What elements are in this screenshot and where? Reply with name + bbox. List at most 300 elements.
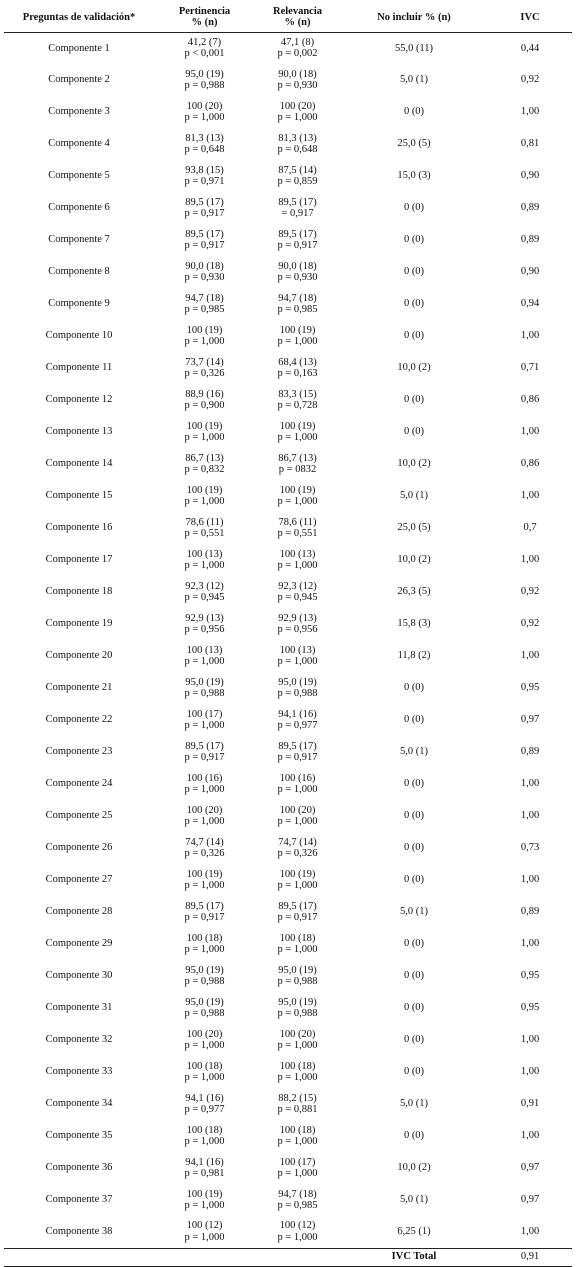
relevance-cell-percent: 100 (18) — [279, 1124, 316, 1136]
pertinence-cell-percent: 94,1 (16) — [185, 1156, 224, 1168]
exclude-cell: 0 (0) — [403, 234, 425, 246]
header-relevance-label: Relevancia — [273, 5, 322, 17]
ivc-cell: 0,90 — [520, 170, 540, 182]
component-cell: Componente 2 — [48, 74, 110, 86]
relevance-cell-percent: 89,5 (17) — [278, 740, 317, 752]
relevance-cell-percent: 89,5 (17) — [278, 196, 317, 208]
relevance-cell-p-value: p = 1,000 — [277, 336, 318, 347]
pertinence-cell-percent: 100 (20) — [186, 100, 223, 112]
relevance-cell-percent: 100 (12) — [279, 1220, 316, 1232]
pertinence-cell — [154, 1152, 255, 1184]
relevance-cell-p-value: p = 0,988 — [277, 688, 318, 699]
ivc-cell: 0,89 — [520, 906, 540, 918]
ivc-cell: 0,97 — [520, 1194, 540, 1206]
pertinence-cell-p-value: p = 1,000 — [184, 112, 225, 123]
pertinence-cell-p-value: p = 1,000 — [184, 336, 225, 347]
component-cell: Componente 9 — [48, 298, 110, 310]
table-row — [4, 960, 572, 992]
relevance-cell-percent: 100 (19) — [279, 324, 316, 336]
component-cell: Componente 27 — [45, 874, 113, 886]
pertinence-cell — [154, 800, 255, 832]
pertinence-cell-p-value: p = 0,917 — [184, 208, 225, 219]
ivc-cell: 1,00 — [520, 1034, 540, 1046]
ivc-cell: 0,91 — [520, 1098, 540, 1110]
relevance-cell — [255, 960, 340, 992]
pertinence-cell — [154, 608, 255, 640]
pertinence-cell — [154, 448, 255, 480]
exclude-cell: 5,0 (1) — [400, 1098, 428, 1110]
relevance-cell — [255, 800, 340, 832]
relevance-cell — [255, 320, 340, 352]
table-row — [4, 320, 572, 352]
pertinence-cell-percent: 100 (20) — [186, 804, 223, 816]
header-ivc: IVC — [488, 3, 572, 32]
exclude-cell: 11,8 (2) — [397, 650, 431, 662]
relevance-cell — [255, 640, 340, 672]
pertinence-cell — [154, 64, 255, 96]
exclude-cell: 15,0 (3) — [397, 170, 431, 182]
pertinence-cell — [154, 192, 255, 224]
relevance-cell — [255, 96, 340, 128]
relevance-cell-percent: 95,0 (19) — [278, 676, 317, 688]
pertinence-cell — [154, 224, 255, 256]
relevance-cell-percent: 100 (16) — [279, 772, 316, 784]
total-empty-cell — [255, 1248, 340, 1266]
component-cell: Componente 37 — [45, 1194, 113, 1206]
component-cell: Componente 20 — [45, 650, 113, 662]
table-header — [4, 3, 572, 32]
relevance-cell-p-value: p = 0,917 — [277, 240, 318, 251]
relevance-cell-p-value: p = 0,551 — [277, 528, 318, 539]
table-row — [4, 992, 572, 1024]
pertinence-cell-percent: 100 (18) — [186, 1060, 223, 1072]
relevance-cell-p-value: p = 0,956 — [277, 624, 318, 635]
component-cell: Componente 11 — [45, 362, 113, 374]
pertinence-cell-p-value: p = 0,988 — [184, 688, 225, 699]
pertinence-cell-p-value: p = 1,000 — [184, 560, 225, 571]
pertinence-cell — [154, 352, 255, 384]
relevance-cell — [255, 128, 340, 160]
relevance-cell — [255, 864, 340, 896]
component-cell: Componente 33 — [45, 1066, 113, 1078]
component-cell: Componente 29 — [45, 938, 113, 950]
exclude-cell: 0 (0) — [403, 842, 425, 854]
pertinence-cell-p-value: p = 1,000 — [184, 656, 225, 667]
exclude-cell: 0 (0) — [403, 106, 425, 118]
exclude-cell: 0 (0) — [403, 938, 425, 950]
pertinence-cell — [154, 640, 255, 672]
pertinence-cell-percent: 89,5 (17) — [185, 228, 224, 240]
ivc-cell: 0,95 — [520, 1002, 540, 1014]
exclude-cell: 0 (0) — [403, 298, 425, 310]
component-cell: Componente 28 — [45, 906, 113, 918]
ivc-cell: 0,73 — [520, 842, 540, 854]
ivc-cell: 1,00 — [520, 938, 540, 950]
relevance-cell-percent: 100 (18) — [279, 1060, 316, 1072]
table-row — [4, 736, 572, 768]
pertinence-cell-percent: 95,0 (19) — [185, 964, 224, 976]
relevance-cell-p-value: = 0,917 — [281, 208, 314, 219]
header-pertinence-label: Pertinencia — [178, 5, 231, 17]
table-row — [4, 576, 572, 608]
table-row — [4, 544, 572, 576]
exclude-cell: 0 (0) — [403, 1034, 425, 1046]
ivc-cell: 0,71 — [520, 362, 540, 374]
pertinence-cell — [154, 960, 255, 992]
ivc-cell: 1,00 — [520, 1066, 540, 1078]
relevance-cell — [255, 288, 340, 320]
pertinence-cell — [154, 384, 255, 416]
pertinence-cell-p-value: p = 0,917 — [184, 912, 225, 923]
validation-table — [4, 3, 572, 1267]
pertinence-cell — [154, 1088, 255, 1120]
table-row — [4, 512, 572, 544]
table-row — [4, 672, 572, 704]
pertinence-cell-percent: 100 (19) — [186, 420, 223, 432]
component-cell: Componente 15 — [45, 490, 113, 502]
pertinence-cell — [154, 992, 255, 1024]
relevance-cell-p-value: p = 0,326 — [277, 848, 318, 859]
pertinence-cell — [154, 320, 255, 352]
relevance-cell-p-value: p = 0,917 — [277, 752, 318, 763]
pertinence-cell-p-value: p = 1,000 — [184, 880, 225, 891]
pertinence-cell-percent: 89,5 (17) — [185, 740, 224, 752]
table-row — [4, 704, 572, 736]
component-cell: Componente 5 — [48, 170, 110, 182]
table-row — [4, 256, 572, 288]
relevance-cell-percent: 94,7 (18) — [278, 1188, 317, 1200]
total-label: IVC Total — [340, 1248, 488, 1266]
pertinence-cell — [154, 160, 255, 192]
pertinence-cell-p-value: p = 0,648 — [184, 144, 225, 155]
table-row — [4, 832, 572, 864]
relevance-cell — [255, 384, 340, 416]
table-row — [4, 800, 572, 832]
relevance-cell — [255, 768, 340, 800]
exclude-cell: 0 (0) — [403, 810, 425, 822]
pertinence-cell-percent: 100 (20) — [186, 1028, 223, 1040]
table-row — [4, 480, 572, 512]
relevance-cell-percent: 100 (19) — [279, 484, 316, 496]
ivc-cell: 0,92 — [520, 586, 540, 598]
pertinence-cell-p-value: p = 1,000 — [184, 1040, 225, 1051]
pertinence-cell-percent: 93,8 (15) — [185, 164, 224, 176]
relevance-cell — [255, 1120, 340, 1152]
pertinence-cell — [154, 480, 255, 512]
table-row — [4, 1056, 572, 1088]
header-relevance-unit: % (n) — [284, 17, 311, 29]
pertinence-cell-percent: 100 (19) — [186, 324, 223, 336]
pertinence-cell-p-value: p = 0,551 — [184, 528, 225, 539]
component-cell: Componente 26 — [45, 842, 113, 854]
ivc-cell: 1,00 — [520, 1130, 540, 1142]
table-row — [4, 352, 572, 384]
component-cell: Componente 18 — [45, 586, 113, 598]
pertinence-cell-percent: 89,5 (17) — [185, 900, 224, 912]
relevance-cell-p-value: p = 0,648 — [277, 144, 318, 155]
relevance-cell — [255, 576, 340, 608]
ivc-cell: 0,97 — [520, 714, 540, 726]
pertinence-cell-p-value: p = 0,956 — [184, 624, 225, 635]
ivc-cell: 0,86 — [520, 394, 540, 406]
relevance-cell — [255, 896, 340, 928]
pertinence-cell-percent: 94,1 (16) — [185, 1092, 224, 1104]
ivc-cell: 0,89 — [520, 202, 540, 214]
relevance-cell-p-value: p = 0,859 — [277, 176, 318, 187]
relevance-cell-percent: 88,2 (15) — [278, 1092, 317, 1104]
exclude-cell: 5,0 (1) — [400, 490, 428, 502]
component-cell: Componente 19 — [45, 618, 113, 630]
relevance-cell — [255, 224, 340, 256]
total-empty-cell — [154, 1248, 255, 1266]
pertinence-cell — [154, 416, 255, 448]
header-pertinence — [154, 3, 255, 32]
relevance-cell — [255, 704, 340, 736]
header-question: Preguntas de validación* — [4, 3, 154, 32]
relevance-cell — [255, 672, 340, 704]
relevance-cell-p-value: p = 0,988 — [277, 1008, 318, 1019]
exclude-cell: 5,0 (1) — [400, 1194, 428, 1206]
relevance-cell-percent: 92,3 (12) — [278, 580, 317, 592]
pertinence-cell-percent: 100 (19) — [186, 868, 223, 880]
pertinence-cell-percent: 95,0 (19) — [185, 996, 224, 1008]
component-cell: Componente 8 — [48, 266, 110, 278]
relevance-cell-percent: 100 (20) — [279, 804, 316, 816]
pertinence-cell-percent: 100 (17) — [186, 708, 223, 720]
ivc-cell: 1,00 — [520, 554, 540, 566]
relevance-cell-percent: 90,0 (18) — [278, 260, 317, 272]
ivc-cell: 1,00 — [520, 490, 540, 502]
exclude-cell: 25,0 (5) — [397, 522, 431, 534]
relevance-cell-percent: 94,7 (18) — [278, 292, 317, 304]
relevance-cell-p-value: p = 1,000 — [277, 944, 318, 955]
pertinence-cell-p-value: p = 0,900 — [184, 400, 225, 411]
table-row — [4, 384, 572, 416]
exclude-cell: 0 (0) — [403, 330, 425, 342]
pertinence-cell-percent: 74,7 (14) — [185, 836, 224, 848]
pertinence-cell-p-value: p < 0,001 — [184, 48, 225, 60]
pertinence-cell-p-value: p = 0,988 — [184, 976, 225, 987]
component-cell: Componente 25 — [45, 810, 113, 822]
pertinence-cell-p-value: p = 0,981 — [184, 1168, 225, 1179]
exclude-cell: 15,8 (3) — [397, 618, 431, 630]
ivc-cell: 0,95 — [520, 970, 540, 982]
exclude-cell: 25,0 (5) — [397, 138, 431, 150]
pertinence-cell — [154, 896, 255, 928]
exclude-cell: 0 (0) — [403, 714, 425, 726]
relevance-cell-p-value: p = 0,985 — [277, 1200, 318, 1211]
relevance-cell-p-value: p = 0,930 — [277, 272, 318, 283]
ivc-cell: 0,94 — [520, 298, 540, 310]
pertinence-cell-percent: 100 (16) — [186, 772, 223, 784]
relevance-cell — [255, 544, 340, 576]
component-cell: Componente 1 — [48, 42, 110, 54]
relevance-cell-percent: 81,3 (13) — [278, 132, 317, 144]
relevance-cell-p-value: p = 1,000 — [277, 784, 318, 795]
ivc-cell: 1,00 — [520, 1226, 540, 1237]
relevance-cell — [255, 416, 340, 448]
ivc-cell: 0,89 — [520, 234, 540, 246]
table-row — [4, 1024, 572, 1056]
ivc-cell: 1,00 — [520, 106, 540, 118]
pertinence-cell-p-value: p = 1,000 — [184, 1072, 225, 1083]
table-row — [4, 96, 572, 128]
exclude-cell: 55,0 (11) — [394, 42, 434, 54]
exclude-cell: 0 (0) — [403, 426, 425, 438]
relevance-cell-p-value: p = 0832 — [278, 464, 317, 475]
table-row — [4, 1216, 572, 1248]
table-row — [4, 224, 572, 256]
pertinence-cell — [154, 128, 255, 160]
relevance-cell-p-value: p = 1,000 — [277, 880, 318, 891]
ivc-cell: 1,00 — [520, 810, 540, 822]
table-row — [4, 160, 572, 192]
relevance-cell-percent: 95,0 (19) — [278, 996, 317, 1008]
ivc-cell: 1,00 — [520, 330, 540, 342]
table-row — [4, 448, 572, 480]
pertinence-cell-percent: 100 (19) — [186, 1188, 223, 1200]
relevance-cell-p-value: p = 1,000 — [277, 1072, 318, 1083]
component-cell: Componente 6 — [48, 202, 110, 214]
pertinence-cell-p-value: p = 0,917 — [184, 752, 225, 763]
ivc-cell: 1,00 — [520, 426, 540, 438]
ivc-cell: 1,00 — [520, 650, 540, 662]
pertinence-cell-p-value: p = 1,000 — [184, 720, 225, 731]
relevance-cell-p-value: p = 1,000 — [277, 656, 318, 667]
relevance-cell-p-value: p = 0,945 — [277, 592, 318, 603]
relevance-cell-p-value: p = 1,000 — [277, 112, 318, 123]
exclude-cell: 26,3 (5) — [397, 586, 431, 598]
pertinence-cell-percent: 100 (19) — [186, 484, 223, 496]
pertinence-cell-percent: 100 (18) — [186, 932, 223, 944]
pertinence-cell-p-value: p = 0,326 — [184, 368, 225, 379]
relevance-cell-p-value: p = 0,930 — [277, 80, 318, 91]
pertinence-cell-percent: 95,0 (19) — [185, 68, 224, 80]
ivc-cell: 0,97 — [520, 1162, 540, 1174]
pertinence-cell-p-value: p = 0,832 — [184, 464, 225, 475]
relevance-cell — [255, 1184, 340, 1216]
relevance-cell — [255, 928, 340, 960]
total-empty-cell — [4, 1248, 154, 1266]
component-cell: Componente 30 — [45, 970, 113, 982]
relevance-cell-percent: 94,1 (16) — [278, 708, 317, 720]
relevance-cell-p-value: p = 1,000 — [277, 560, 318, 571]
relevance-cell-p-value: p = 0,988 — [277, 976, 318, 987]
component-cell: Componente 31 — [45, 1002, 113, 1014]
exclude-cell: 10,0 (2) — [397, 362, 431, 374]
pertinence-cell-percent: 92,9 (13) — [185, 612, 224, 624]
relevance-cell-percent: 100 (13) — [279, 548, 316, 560]
pertinence-cell-p-value: p = 1,000 — [184, 944, 225, 955]
exclude-cell: 0 (0) — [403, 778, 425, 790]
relevance-cell — [255, 608, 340, 640]
pertinence-cell — [154, 96, 255, 128]
exclude-cell: 0 (0) — [403, 1066, 425, 1078]
relevance-cell — [255, 1216, 340, 1248]
relevance-cell — [255, 64, 340, 96]
pertinence-cell-p-value: p = 0,988 — [184, 80, 225, 91]
table-row — [4, 608, 572, 640]
table-row — [4, 288, 572, 320]
component-cell: Componente 38 — [45, 1226, 113, 1237]
pertinence-cell — [154, 576, 255, 608]
pertinence-cell — [154, 544, 255, 576]
pertinence-cell-p-value: p = 0,930 — [184, 272, 225, 283]
relevance-cell-p-value: p = 1,000 — [277, 1136, 318, 1147]
relevance-cell — [255, 736, 340, 768]
pertinence-cell — [154, 288, 255, 320]
table-row — [4, 64, 572, 96]
component-cell: Componente 23 — [45, 746, 113, 758]
pertinence-cell — [154, 512, 255, 544]
exclude-cell: 0 (0) — [403, 1002, 425, 1014]
relevance-cell — [255, 512, 340, 544]
relevance-cell-percent: 74,7 (14) — [278, 836, 317, 848]
pertinence-cell-p-value: p = 1,000 — [184, 1200, 225, 1211]
exclude-cell: 10,0 (2) — [397, 554, 431, 566]
component-cell: Componente 13 — [45, 426, 113, 438]
component-cell: Componente 10 — [45, 330, 113, 342]
relevance-cell-percent: 90,0 (18) — [278, 68, 317, 80]
relevance-cell-p-value: p = 1,000 — [277, 1040, 318, 1051]
exclude-cell: 0 (0) — [403, 682, 425, 694]
relevance-cell-percent: 100 (13) — [279, 644, 316, 656]
ivc-cell: 0,89 — [520, 746, 540, 758]
relevance-cell — [255, 192, 340, 224]
table-row — [4, 928, 572, 960]
relevance-cell-p-value: p = 1,000 — [277, 432, 318, 443]
relevance-cell-percent: 92,9 (13) — [278, 612, 317, 624]
pertinence-cell-p-value: p = 0,917 — [184, 240, 225, 251]
pertinence-cell-percent: 92,3 (12) — [185, 580, 224, 592]
total-row — [4, 1248, 572, 1266]
pertinence-cell-p-value: p = 1,000 — [184, 1136, 225, 1147]
relevance-cell-percent: 100 (17) — [279, 1156, 316, 1168]
relevance-cell-percent: 83,3 (15) — [278, 388, 317, 400]
pertinence-cell-percent: 78,6 (11) — [185, 516, 224, 528]
relevance-cell-p-value: p = 0,985 — [277, 304, 318, 315]
ivc-cell: 0,86 — [520, 458, 540, 470]
pertinence-cell-p-value: p = 0,988 — [184, 1008, 225, 1019]
relevance-cell — [255, 480, 340, 512]
pertinence-cell — [154, 1056, 255, 1088]
ivc-cell: 0,81 — [520, 138, 540, 150]
relevance-cell-percent: 100 (20) — [279, 1028, 316, 1040]
pertinence-cell — [154, 768, 255, 800]
exclude-cell: 0 (0) — [403, 202, 425, 214]
pertinence-cell-p-value: p = 0,945 — [184, 592, 225, 603]
table-row — [4, 32, 572, 64]
relevance-cell-p-value: p = 1,000 — [277, 496, 318, 507]
relevance-cell — [255, 448, 340, 480]
exclude-cell: 0 (0) — [403, 874, 425, 886]
ivc-cell: 1,00 — [520, 874, 540, 886]
pertinence-cell-percent: 100 (13) — [186, 644, 223, 656]
pertinence-cell-p-value: p = 0,326 — [184, 848, 225, 859]
exclude-cell: 10,0 (2) — [397, 458, 431, 470]
component-cell: Componente 4 — [48, 138, 110, 150]
component-cell: Componente 7 — [48, 234, 110, 246]
pertinence-cell-p-value: p = 1,000 — [184, 1231, 225, 1243]
ivc-cell: 0,7 — [523, 522, 537, 534]
relevance-cell — [255, 992, 340, 1024]
pertinence-cell-p-value: p = 1,000 — [184, 496, 225, 507]
relevance-cell-p-value: p = 0,977 — [277, 720, 318, 731]
table-row — [4, 896, 572, 928]
pertinence-cell-p-value: p = 0,985 — [184, 304, 225, 315]
table-body — [4, 32, 572, 1248]
table-row — [4, 1088, 572, 1120]
